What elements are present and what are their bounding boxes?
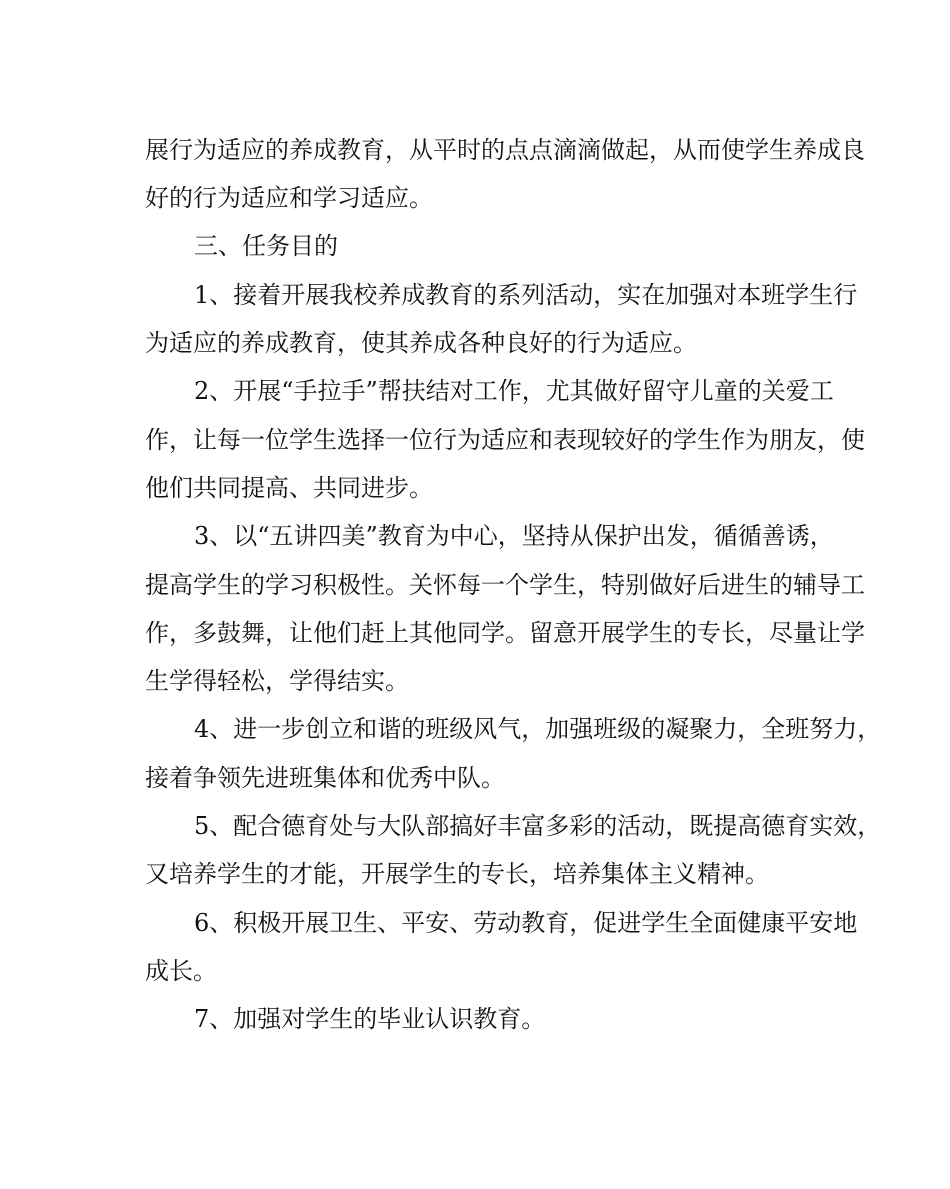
body-text-line: 2、开展“手拉手”帮扶结对工作，尤其做好留守儿童的关爱工	[194, 377, 834, 405]
body-text-line: 他们共同提高、共同进步。	[145, 474, 433, 502]
body-text-line: 3、以“五讲四美”教育为中心，坚持从保护出发，循循善诱，	[194, 522, 834, 550]
body-text-line: 又培养学生的才能，开展学生的专长，培养集体主义精神。	[145, 860, 769, 888]
body-text-line: 1、接着开展我校养成教育的系列活动，实在加强对本班学生行	[194, 281, 858, 309]
body-text-line: 作，让每一位学生选择一位行为适应和表现较好的学生作为朋友，使	[145, 426, 865, 454]
body-text-line: 作，多鼓舞，让他们赶上其他同学。留意开展学生的专长，尽量让学	[145, 619, 865, 647]
body-text-line: 5、配合德育处与大队部搞好丰富多彩的活动，既提高德育实效，	[194, 812, 882, 840]
body-text-line: 4、进一步创立和谐的班级风气，加强班级的凝聚力，全班努力，	[194, 715, 882, 743]
body-text-line: 展行为适应的养成教育，从平时的点点滴滴做起，从而使学生养成良	[145, 136, 865, 164]
body-text-line: 6、积极开展卫生、平安、劳动教育，促进学生全面健康平安地	[194, 909, 858, 937]
body-text-line: 生学得轻松，学得结实。	[145, 667, 409, 695]
body-text-line: 好的行为适应和学习适应。	[145, 184, 433, 212]
body-text-line: 7、加强对学生的毕业认识教育。	[194, 1005, 546, 1033]
body-text-line: 为适应的养成教育，使其养成各种良好的行为适应。	[145, 329, 697, 357]
body-text-line: 成长。	[145, 957, 217, 985]
body-text-line: 提高学生的学习积极性。关怀每一个学生，特别做好后进生的辅导工	[145, 571, 865, 599]
body-text-line: 接着争领先进班集体和优秀中队。	[145, 764, 505, 792]
section-heading: 三、任务目的	[194, 232, 338, 260]
